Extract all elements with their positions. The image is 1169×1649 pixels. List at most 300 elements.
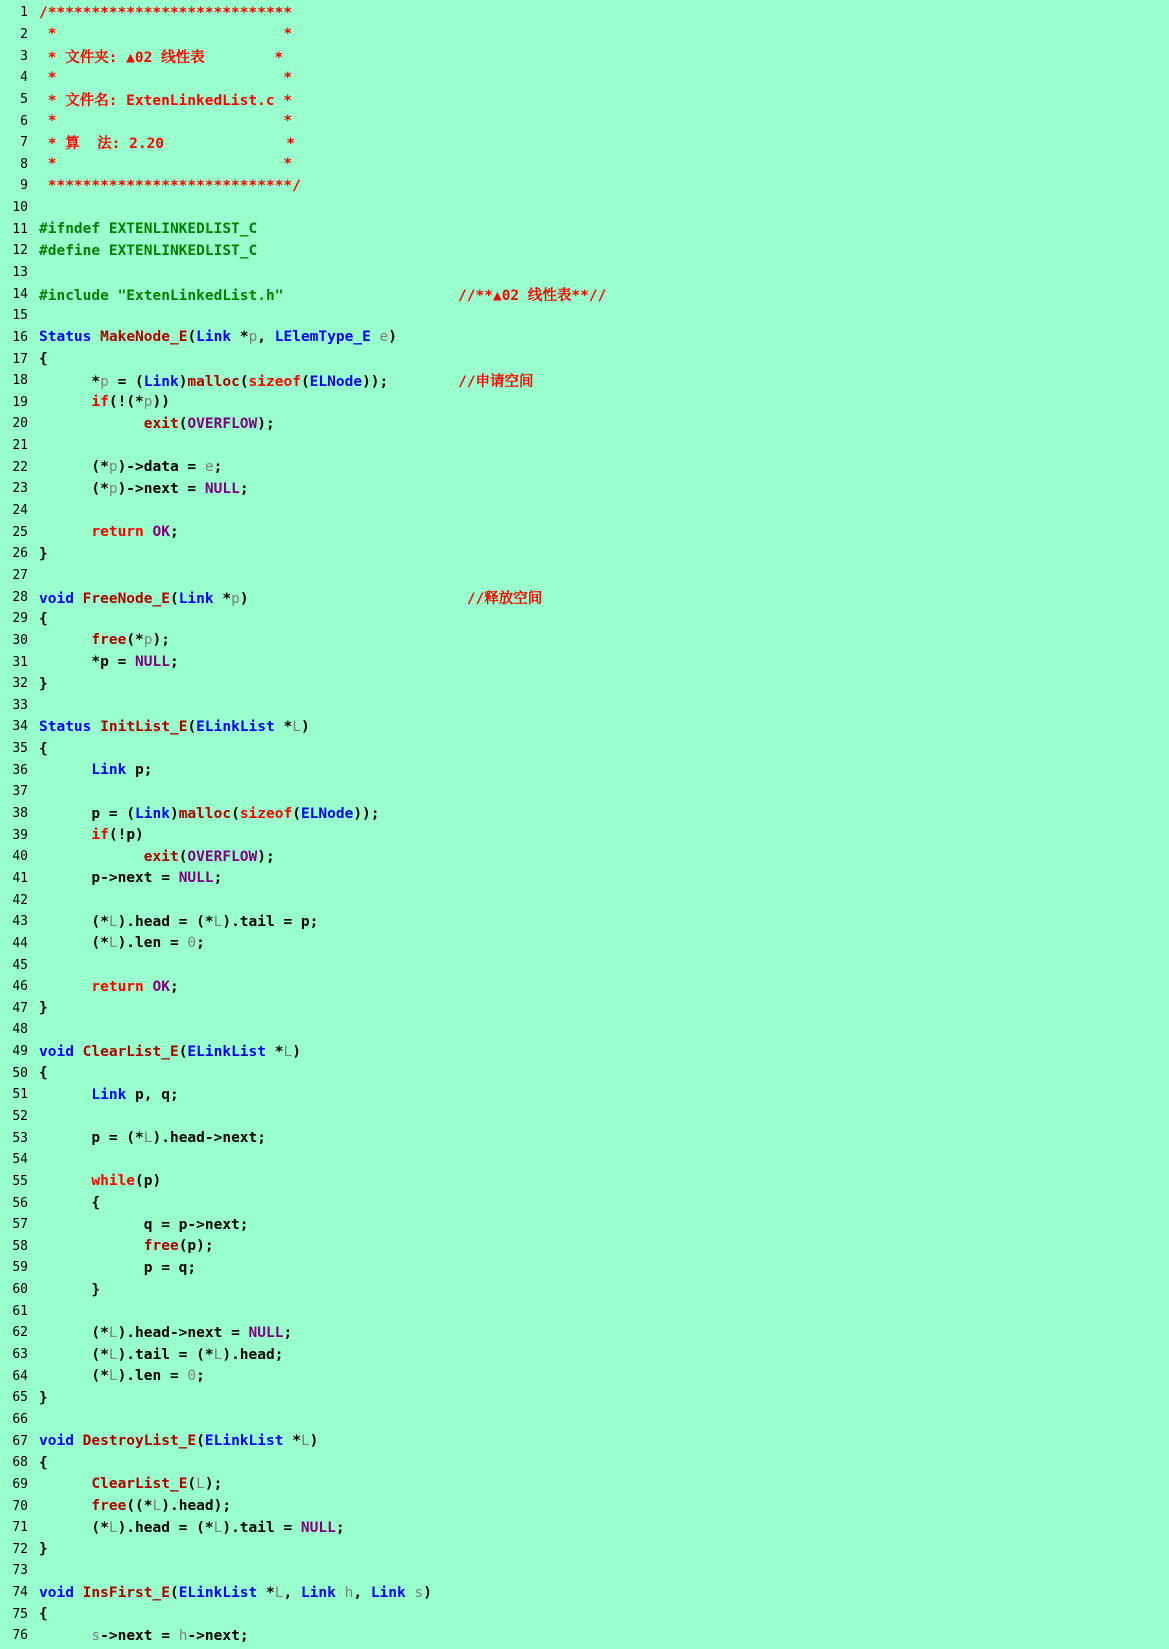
code-token [336,1585,345,1601]
code-token: L [213,913,223,930]
code-token: * 文件名: ExtenLinkedList.c * [39,92,293,109]
code-token: ELNode [300,805,354,822]
code-token: L [108,1324,118,1341]
code-token: malloc [187,374,240,391]
code-line [0,327,1169,349]
code-line [0,262,1169,284]
line-number: 46 [12,979,28,995]
line-number: 56 [12,1195,28,1211]
line-number: 14 [12,286,28,302]
code-token: (p); [178,1238,214,1255]
code-token: } [39,1389,48,1406]
code-token [39,1238,144,1254]
code-token: { [39,610,48,627]
code-token: ); [257,848,275,865]
code-text [28,370,534,391]
code-token: ELinkList [196,718,275,735]
code-line [0,1582,1169,1604]
line-number: 59 [12,1260,28,1276]
code-line [0,543,1169,565]
code-text [28,26,292,42]
code-token: (* [39,1368,109,1385]
code-line [0,305,1169,327]
code-token: ELinkList [178,1584,258,1601]
code-token: h [344,1584,354,1601]
code-token [39,762,91,778]
code-token [39,416,144,432]
code-token: OK [152,524,170,541]
code-line [0,889,1169,911]
code-text [28,351,48,367]
code-line [0,175,1169,197]
code-line [0,1474,1169,1496]
code-token: p, q; [126,1086,179,1103]
code-line [0,1538,1169,1560]
code-line [0,153,1169,175]
code-token: void [39,1043,74,1060]
code-text [28,1065,48,1081]
line-number: 54 [12,1152,28,1168]
code-token: free [91,632,127,649]
code-token [144,979,153,995]
code-token: NULL [178,870,214,887]
code-line [0,759,1169,781]
code-token: , [353,1584,371,1601]
code-token: Link [370,1584,406,1601]
code-line [0,781,1169,803]
code-token: )->data = [117,459,205,476]
code-token: L [152,1498,162,1515]
code-line [0,1322,1169,1344]
line-number: 53 [12,1130,28,1146]
code-token: L [300,1433,310,1450]
code-token: } [39,675,48,692]
line-number: 72 [12,1541,28,1557]
code-line [0,1387,1169,1409]
code-token: )); [353,805,380,822]
code-line [0,565,1169,587]
code-token: ; [169,524,179,541]
code-token: , [283,1584,301,1601]
line-number: 1 [20,5,28,21]
code-token: ( [187,329,197,346]
code-token: malloc [178,805,232,822]
line-number: 48 [12,1022,28,1038]
code-token: ( [300,374,310,391]
code-token: s [91,1627,101,1644]
code-text [28,1585,432,1601]
code-token: p; [126,762,153,779]
code-text [28,1368,205,1384]
code-token: s [414,1584,424,1601]
code-line [0,1192,1169,1214]
code-token: ).tail = [222,1519,301,1536]
code-token: * [274,718,293,735]
code-line [0,846,1169,868]
code-line [0,24,1169,46]
code-token: ( [178,415,188,432]
code-text [28,979,179,995]
line-number: 69 [12,1476,28,1492]
code-token: { [39,740,48,757]
code-token: q = p->next; [39,1216,249,1233]
code-line [0,1409,1169,1431]
code-token [39,1173,91,1189]
code-line [0,45,1169,67]
code-line [0,976,1169,998]
line-number: 17 [12,351,28,367]
code-line [0,1365,1169,1387]
code-token: e [379,329,389,346]
code-token: NULL [135,654,170,671]
code-token: ) [300,718,310,735]
code-text [28,1390,48,1406]
code-token: ).tail = (* [117,1346,214,1363]
line-number: 12 [12,243,28,259]
code-text [28,632,170,648]
code-text [28,1087,179,1103]
code-text [28,935,205,951]
code-text [28,5,292,21]
code-token: L [283,1043,293,1060]
code-token: p [231,590,240,607]
code-text [28,394,170,410]
line-number: 60 [12,1282,28,1298]
code-token: * [257,1584,275,1601]
code-token: #include "ExtenLinkedList.h" [39,287,284,304]
line-number: 44 [12,935,28,951]
code-token: ( [231,805,240,822]
code-token: { [39,351,48,368]
code-token [91,329,100,345]
line-number: 5 [20,91,28,107]
line-number: 51 [12,1087,28,1103]
code-token: ****************************/ [39,177,301,194]
code-token: ( [178,1043,188,1060]
code-token: * [231,329,249,346]
code-token [39,827,91,843]
code-token [39,1476,91,1492]
code-token: ELinkList [187,1043,266,1060]
code-token: L [108,1519,118,1536]
code-line [0,1517,1169,1539]
code-token: ( [239,374,249,391]
code-token: InsFirst_E [82,1584,170,1601]
line-number: 20 [12,416,28,432]
line-number: 75 [12,1606,28,1622]
line-number: 39 [12,827,28,843]
line-number: 22 [12,459,28,475]
code-token: return [91,524,144,541]
code-token: (p) [135,1173,162,1190]
code-line [0,370,1169,392]
code-line [0,1452,1169,1474]
code-token: h [178,1627,188,1644]
code-token: (!p) [108,827,144,844]
code-token: L [108,1346,118,1363]
code-token: ) [178,374,188,391]
code-token: return [91,978,144,995]
code-token [74,1585,83,1601]
code-token: ; [283,1324,293,1341]
code-token [39,849,144,865]
line-number: 11 [12,221,28,237]
code-line [0,110,1169,132]
code-token: void [39,1433,74,1450]
line-number: 76 [12,1628,28,1644]
code-token: * * [39,113,293,130]
code-token: , [257,329,275,346]
line-number: 10 [12,200,28,216]
code-line [0,630,1169,652]
code-line [0,1106,1169,1128]
code-text [28,806,380,822]
line-number: 74 [12,1585,28,1601]
code-token: (* [39,1324,109,1341]
code-token [283,288,458,304]
code-token: ( [169,1584,179,1601]
code-token: (* [39,1519,109,1536]
code-token: //申请空间 [458,374,534,391]
line-number: 37 [12,784,28,800]
code-text [28,1347,283,1363]
code-token: MakeNode_E [100,329,188,346]
code-token: (!(* [108,394,144,411]
code-token [39,632,91,648]
code-token: )) [152,394,170,411]
code-token: L [213,1519,223,1536]
code-line [0,2,1169,24]
code-text [28,741,48,757]
code-token: * 算 法: 2.20 * [39,136,295,153]
code-token [74,1433,83,1449]
code-token: ( [169,590,179,607]
code-line [0,608,1169,630]
line-number: 66 [12,1411,28,1427]
code-line [0,1041,1169,1063]
code-token: p->next = [39,870,179,887]
code-token: ) [388,329,397,346]
code-line [0,1495,1169,1517]
code-line [0,500,1169,522]
code-token: * [283,1433,301,1450]
code-line [0,954,1169,976]
code-token: #ifndef EXTENLINKEDLIST_C [39,221,258,238]
code-token: p [108,459,118,476]
line-number: 6 [20,113,28,129]
code-token: * * [39,26,293,43]
code-token: FreeNode_E [82,590,170,607]
line-number: 27 [12,567,28,583]
code-line [0,1062,1169,1084]
code-text [28,89,292,110]
line-number: 33 [12,697,28,713]
code-token: ClearList_E [91,1476,188,1493]
code-token: //释放空间 [466,590,543,607]
code-token: ClearList_E [82,1043,179,1060]
code-line [0,413,1169,435]
code-text [28,1628,249,1644]
code-line [0,1084,1169,1106]
code-token [371,329,380,345]
line-number: 73 [12,1563,28,1579]
code-token [39,394,91,410]
code-line [0,1430,1169,1452]
code-text [28,914,318,930]
line-number: 50 [12,1065,28,1081]
line-number: 41 [12,870,28,886]
code-token: p [248,329,258,346]
line-number: 7 [20,135,28,151]
code-token: Link [196,329,232,346]
code-text [28,654,179,670]
code-text [28,1130,266,1146]
code-line [0,716,1169,738]
code-text [28,849,275,865]
line-number: 43 [12,914,28,930]
code-token: Link [143,374,179,391]
code-token: OK [152,978,170,995]
code-token: ) [292,1043,301,1060]
code-line [0,1279,1169,1301]
line-number: 8 [20,156,28,172]
line-number: 38 [12,806,28,822]
code-token: } [39,1541,48,1558]
code-token: Link [91,762,127,779]
line-number: 70 [12,1498,28,1514]
line-number: 42 [12,892,28,908]
code-token: while [91,1173,136,1190]
code-token [39,1628,91,1644]
code-token: } [39,1281,101,1298]
line-number: 28 [12,589,28,605]
code-token: (* [39,480,109,497]
code-token: } [39,545,48,562]
line-number: 40 [12,849,28,865]
code-line [0,1236,1169,1258]
code-token: (* [126,632,144,649]
code-text [28,178,301,194]
line-number: 32 [12,676,28,692]
code-text [28,587,542,608]
line-number: 3 [20,48,28,64]
code-line [0,1019,1169,1041]
code-line [0,695,1169,717]
code-token: { [39,1195,101,1212]
code-token: ( [178,848,188,865]
code-token: p [143,632,153,649]
code-token: /**************************** [39,4,293,21]
code-text [28,156,292,172]
code-token: OVERFLOW [187,848,258,865]
code-line [0,89,1169,111]
code-token: Link [300,1584,336,1601]
code-token [39,1498,91,1514]
code-token: ( [187,1476,197,1493]
code-token [91,719,100,735]
code-token: NULL [300,1519,336,1536]
code-token: if [91,827,109,844]
code-text [28,546,48,562]
line-number: 49 [12,1044,28,1060]
code-token: ) [239,590,467,607]
line-number: 21 [12,438,28,454]
line-number: 61 [12,1303,28,1319]
code-text [28,719,310,735]
code-token [74,1044,83,1060]
line-number: 25 [12,524,28,540]
code-token: p = ( [39,805,136,822]
line-number: 64 [12,1368,28,1384]
line-number: 65 [12,1390,28,1406]
code-line [0,1257,1169,1279]
code-token: * [213,590,232,607]
code-token: free [143,1238,179,1255]
code-token: p [100,374,109,391]
code-token: ).head = (* [117,913,214,930]
line-number: 30 [12,632,28,648]
code-token: if [91,394,109,411]
code-token: ; [239,480,249,497]
code-token: p [100,654,109,671]
line-number: 57 [12,1217,28,1233]
code-text [28,1195,100,1211]
code-text [28,284,606,305]
code-line [0,283,1169,305]
code-text [28,870,222,886]
line-number: 63 [12,1347,28,1363]
code-token: 0 [187,1368,197,1385]
code-token: DestroyList_E [82,1433,197,1450]
code-token: LElemType_E [274,329,371,346]
code-text [28,70,292,86]
code-line [0,803,1169,825]
code-token: L [274,1584,284,1601]
code-token: * [39,654,101,671]
code-token: free [91,1498,127,1515]
code-token: )->next = [117,480,205,497]
code-line [0,911,1169,933]
code-token: ).head->next = [117,1324,249,1341]
code-text [28,113,292,129]
code-token: ) [423,1584,432,1601]
code-line [0,868,1169,890]
code-text [28,481,249,497]
code-text [28,676,48,692]
code-token [39,524,91,540]
line-number: 29 [12,611,28,627]
code-line [0,1214,1169,1236]
line-number: 68 [12,1455,28,1471]
code-text [28,1217,249,1233]
code-token: sizeof [248,374,301,391]
code-token: * * [39,156,293,173]
code-token: ).head->next; [152,1130,266,1147]
line-number: 45 [12,957,28,973]
code-line [0,240,1169,262]
code-token: p = (* [39,1130,144,1147]
code-token: ELNode [309,374,363,391]
code-token: = ( [108,374,144,391]
code-text [28,1173,161,1189]
code-token: ); [152,632,170,649]
line-number: 9 [20,178,28,194]
code-token [39,1087,91,1103]
code-token: ; [213,870,223,887]
code-token [39,979,91,995]
code-text [28,1498,231,1514]
code-token: ; [196,935,205,952]
